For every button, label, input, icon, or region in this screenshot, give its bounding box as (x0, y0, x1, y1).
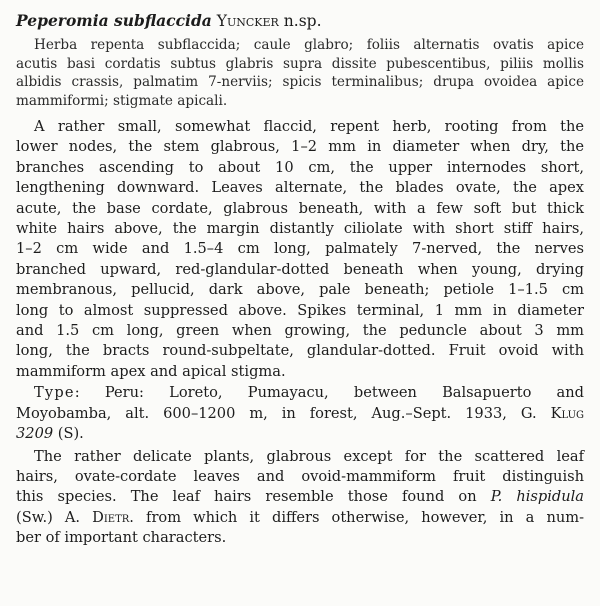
description-line: branches ascending to about 10 cm, the upper internodes short, (16, 158, 584, 176)
discussion-line: hairs, ovate-cordate leaves and ovoid-mammiform fruit distinguish (16, 467, 584, 485)
species-heading (16, 10, 584, 32)
description-line: A rather small, somewhat flaccid, repent herb, rooting from the (34, 118, 584, 135)
description-line: long to almost suppressed above. Spikes terminal, 1 mm in diameter (16, 301, 584, 319)
species-author: Yuncker (216, 12, 279, 30)
latin-diagnosis (16, 36, 584, 110)
collector-surname: Klug (550, 404, 585, 422)
compared-species: P. hispidula (490, 488, 584, 506)
paper-page (16, 10, 584, 549)
description-line: lower nodes, the stem glabrous, 1–2 mm in diameter when dry, the (16, 138, 584, 156)
discussion-paragraph (16, 447, 584, 549)
latin-line: mammiformi; stigmate apicali. (16, 92, 228, 109)
description-line: and 1.5 cm long, green when growing, the peduncle about 3 mm (16, 322, 584, 340)
species-name: Peperomia subflaccida (16, 11, 212, 30)
type-line (16, 383, 584, 403)
description-line: acute, the base cordate, glabrous beneath, with a few soft but thick (16, 199, 584, 217)
discussion-line: ber of important characters. (16, 529, 227, 547)
discussion-text: this species. The leaf hairs resemble those found on (16, 488, 477, 506)
discussion-line (16, 487, 584, 507)
latin-line: albidis crassis, palmatim 7-nerviis; spicis terminalibus; drupa ovoidea apice (16, 74, 584, 90)
description-line: membranous, pellucid, dark above, pale beneath; petiole 1–1.5 cm (16, 281, 584, 299)
type-line (16, 404, 584, 424)
type-locality: Moyobamba, alt. 600–1200 m, in forest, Aug.–Sept. 1933, G. (16, 404, 537, 422)
description-line: mammiform apex and apical stigma. (16, 362, 286, 380)
description-line: white hairs above, the margin distantly ciliolate with short stiff hairs, (16, 220, 584, 238)
discussion-line (16, 508, 584, 528)
description-line: long, the bracts round-subpeltate, glandular-dotted. Fruit ovoid with (16, 342, 584, 360)
discussion-text: from which it differs otherwise, however, in a num- (146, 508, 585, 526)
herbarium-code: (S). (57, 425, 84, 443)
discussion-line: The rather delicate plants, glabrous except for the scattered leaf (34, 447, 584, 465)
compared-author: Dietr. (92, 508, 134, 526)
description-paragraph (16, 117, 584, 382)
discussion-text: (Sw.) A. (16, 508, 81, 526)
type-line (16, 424, 584, 444)
species-status: n.sp. (283, 12, 322, 30)
type-paragraph (16, 383, 584, 444)
description-line: 1–2 cm wide and 1.5–4 cm long, palmately 7-nerved, the nerves (16, 240, 584, 258)
collection-number: 3209 (16, 425, 54, 443)
type-locality-start: : Peru: Loreto, Pumayacu, between Balsapuerto and (74, 384, 584, 402)
description-line: branched upward, red-glandular-dotted beneath when young, drying (16, 260, 584, 278)
description-line: lengthening downward. Leaves alternate, the blades ovate, the apex (16, 179, 584, 197)
latin-line: acutis basi cordatis subtus glabris supra dissite pubescentibus, piliis mollis (16, 55, 584, 72)
type-label: Type (34, 384, 75, 402)
latin-line: Herba repenta subflaccida; caule glabro; foliis alternatis ovatis apice (34, 37, 584, 53)
